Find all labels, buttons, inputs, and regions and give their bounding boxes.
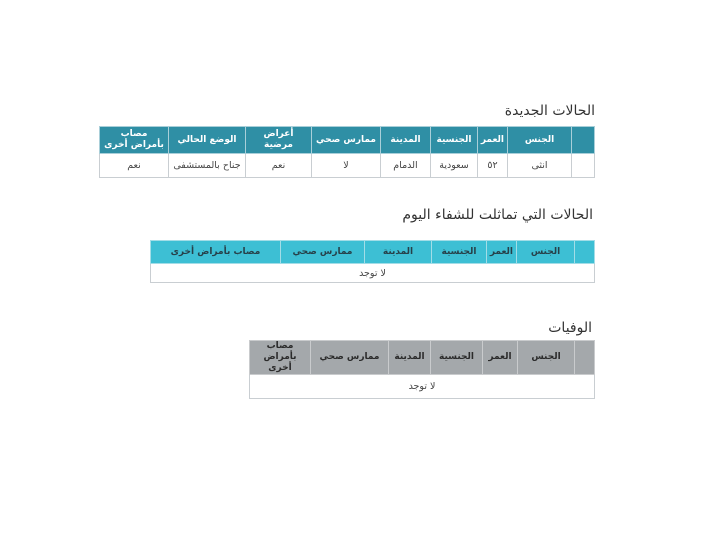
table-cell: نعم — [100, 154, 169, 178]
table-row — [100, 154, 595, 178]
column-header-blank — [575, 241, 595, 264]
empty-state-cell: لا توجد — [250, 375, 595, 399]
table-row — [250, 375, 595, 399]
column-header-city: المدينة — [365, 241, 432, 264]
column-header-blank — [575, 341, 595, 375]
column-header-age: العمر — [487, 241, 517, 264]
table-header-row — [250, 341, 595, 375]
column-header-symptoms: أعراض مرضية — [246, 127, 312, 154]
recovered-title: الحالات التي تماثلت للشفاء اليوم — [402, 207, 593, 223]
column-header-city: المدينة — [389, 341, 431, 375]
column-header-blank — [572, 127, 595, 154]
new-cases-title: الحالات الجديدة — [504, 103, 595, 119]
column-header-city: المدينة — [381, 127, 431, 154]
deaths-table — [249, 340, 595, 399]
column-header-health-practitioner: ممارس صحي — [281, 241, 365, 264]
column-header-other-diseases: مصاب بأمراض أخرى — [250, 341, 311, 375]
table-cell: انثى — [508, 154, 572, 178]
column-header-health-practitioner: ممارس صحي — [312, 127, 381, 154]
column-header-nationality: الجنسية — [432, 241, 487, 264]
table-row — [151, 264, 595, 283]
column-header-gender: الجنس — [518, 341, 575, 375]
new-cases-table — [99, 126, 595, 178]
recovered-table — [150, 240, 595, 283]
table-header-row — [151, 241, 595, 264]
table-cell: سعودية — [431, 154, 478, 178]
column-header-nationality: الجنسية — [431, 341, 483, 375]
column-header-other-diseases: مصاب بأمراض أخرى — [100, 127, 169, 154]
column-header-gender: الجنس — [508, 127, 572, 154]
column-header-nationality: الجنسية — [431, 127, 478, 154]
table-cell: نعم — [246, 154, 312, 178]
table-header-row — [100, 127, 595, 154]
table-cell: ٥٢ — [478, 154, 508, 178]
column-header-other-diseases: مصاب بأمراض أخرى — [151, 241, 281, 264]
column-header-gender: الجنس — [517, 241, 575, 264]
table-cell: جناح بالمستشفى — [169, 154, 246, 178]
table-cell: الدمام — [381, 154, 431, 178]
empty-state-cell: لا توجد — [151, 264, 595, 283]
table-cell — [572, 154, 595, 178]
column-header-current-status: الوضع الحالي — [169, 127, 246, 154]
column-header-health-practitioner: ممارس صحي — [311, 341, 389, 375]
column-header-age: العمر — [483, 341, 518, 375]
column-header-age: العمر — [478, 127, 508, 154]
deaths-title: الوفيات — [548, 320, 592, 336]
table-cell: لا — [312, 154, 381, 178]
